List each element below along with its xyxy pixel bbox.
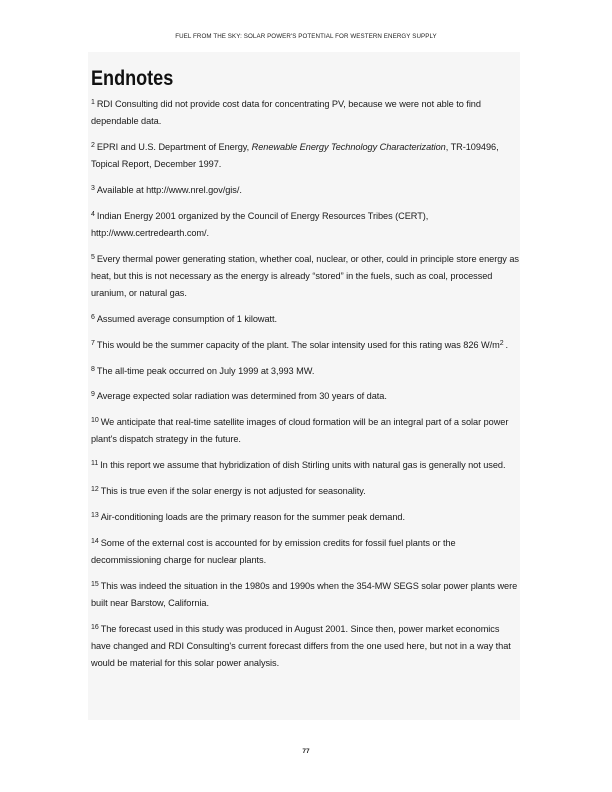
page-number: 77 [302,748,310,755]
endnote-number: 4 [91,210,95,218]
endnote-9 [91,388,521,405]
endnote-text: , TR-109496, Topical Report, December 1997. [91,142,499,170]
endnote-text: Average expected solar radiation was determined from 30 years of data. [96,391,387,402]
endnote-number: 8 [91,365,95,373]
running-header: FUEL FROM THE SKY: SOLAR POWER'S POTENTIAL FOR WESTERN ENERGY SUPPLY [175,33,437,40]
endnote-text: EPRI and U.S. Department of Energy, [96,142,252,152]
endnote-text: In this report we assume that hybridization of dish Stirling units with natural gas is generally not used. [100,460,506,471]
endnote-text: Air-conditioning loads are the primary reason for the summer peak demand. [100,511,405,522]
endnote-text: Some of the external cost is accounted for by emission credits for fossil fuel plants or the decommissioning charge for nuclear plants. [91,537,456,565]
endnote-4 [91,208,521,242]
endnote-text: Assumed average consumption of 1 kilowatt. [96,314,278,324]
endnote-text: This is true even if the solar energy is not adjusted for seasonality. [100,485,366,496]
endnote-text: . [505,339,509,350]
endnote-number: 14 [91,537,99,545]
endnote-number: 7 [91,339,95,347]
endnote-text: This was indeed the situation in the 1980s and 1990s when the 354-MW SEGS solar power plants were built near Barstow, California. [91,580,518,608]
endnote-text: The forecast used in this study was produced in August 2001. Since then, power market economics have changed and RDI Consulting's current forecast differs from the one used here, but not in a way that would be material for this solar power analysis. [91,623,511,668]
endnote-number: 13 [91,511,99,519]
endnote-14 [91,535,521,569]
endnote-16 [91,621,521,673]
endnote-text: We anticipate that real-time satellite images of cloud formation will be an integral part of a solar power plant's dispatch strategy in the future. [91,417,509,445]
endnote-text: The all-time peak occurred on July 1999 at 3,993 MW. [96,365,315,376]
endnote-11 [91,457,521,474]
endnote-text: Available at http://www.nrel.gov/gis/. [96,185,242,195]
unit-exponent: 2 [499,339,504,347]
endnote-10 [91,414,521,448]
endnote-number: 3 [91,185,95,192]
endnote-number: 16 [91,623,99,631]
endnote-text: RDI Consulting did not provide cost data for concentrating PV, because we were not able to find dependable data. [91,99,481,127]
endnote-15 [91,578,521,612]
endnote-number: 1 [91,99,95,106]
endnotes-list [91,96,521,681]
endnote-number: 15 [91,580,99,588]
endnote-7 [91,337,521,354]
endnote-text: This would be the summer capacity of the plant. The solar intensity used for this rating was 826 W/m [96,339,500,350]
endnote-2 [91,139,521,173]
endnote-12 [91,483,521,500]
endnote-number: 2 [91,142,95,149]
endnote-number: 5 [91,253,95,261]
endnote-13 [91,509,521,526]
endnote-text: Every thermal power generating station, whether coal, nuclear, or other, could in principle store energy as heat, but this is not necessary as the energy is already “stored” in the fuels, such as coal, processed uranium, or natural gas. [91,253,519,299]
endnote-3 [91,182,521,199]
page-title: Endnotes [91,67,174,90]
endnote-8 [91,363,521,380]
endnote-text: Indian Energy 2001 organized by the Council of Energy Resources Tribes (CERT), http://www.certredearth.com/. [91,210,429,238]
endnote-number: 9 [91,391,95,399]
endnote-number: 6 [91,314,95,321]
endnote-5 [91,251,521,303]
endnote-number: 10 [91,417,99,425]
endnote-publication-title: Renewable Energy Technology Characterization [251,142,446,152]
endnote-1 [91,96,521,130]
endnote-number: 12 [91,485,99,493]
endnote-number: 11 [91,460,99,468]
endnote-6 [91,311,521,328]
